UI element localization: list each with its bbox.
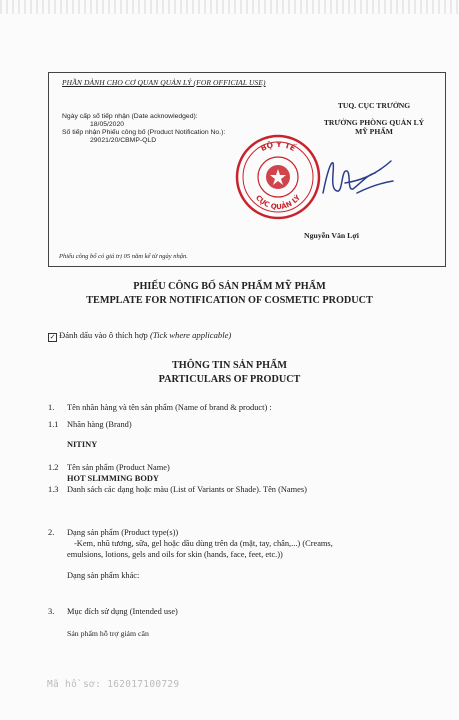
handwritten-signature bbox=[317, 153, 397, 203]
item-2-other-type: Dạng sản phẩm khác: bbox=[67, 571, 140, 580]
top-edge-texture bbox=[0, 0, 459, 14]
authority-line1: TUQ. CỤC TRƯỞNG bbox=[337, 101, 411, 110]
item-2-number: 2. bbox=[48, 528, 55, 537]
record-code: Mã hồ sơ: 162017100729 bbox=[47, 679, 180, 690]
item-1-2-label: Tên sản phẩm (Product Name) bbox=[67, 463, 170, 472]
title-english: TEMPLATE FOR NOTIFICATION OF COSMETIC PRODUCT bbox=[86, 295, 373, 306]
date-ack-label: Ngày cấp số tiếp nhận (Date acknowledged): bbox=[62, 113, 198, 120]
official-use-header: PHẦN DÀNH CHO CƠ QUAN QUẢN LÝ (FOR OFFICIAL USE) bbox=[62, 78, 266, 87]
item-1-number: 1. bbox=[48, 403, 55, 412]
title-vietnamese: PHIẾU CÔNG BỐ SẢN PHẨM MỸ PHẨM bbox=[133, 281, 326, 292]
item-1-3-label: Danh sách các dạng hoặc màu (List of Variants or Shade). Tên (Names) bbox=[67, 485, 307, 494]
product-name-value: HOT SLIMMING BODY bbox=[67, 474, 159, 483]
tick-note-vi: Đánh dấu vào ô thích hợp bbox=[59, 330, 148, 340]
item-2-type-line1: -Kem, nhũ tương, sữa, gel hoặc dầu dùng trên da (mặt, tay, chân,...) (Creams, bbox=[74, 539, 333, 548]
tick-note-en: (Tick where applicable) bbox=[149, 330, 232, 340]
notification-no-value: 29021/20/CBMP-QLD bbox=[90, 137, 157, 144]
item-3-label: Mục đích sử dụng (Intended use) bbox=[67, 607, 178, 616]
item-3-number: 3. bbox=[48, 607, 55, 616]
item-2-label: Dạng sản phẩm (Product type(s)) bbox=[67, 528, 179, 537]
authority-title bbox=[319, 101, 429, 144]
section-title-en: PARTICULARS OF PRODUCT bbox=[158, 374, 301, 385]
signatory-name: Nguyễn Văn Lợi bbox=[304, 231, 359, 240]
svg-text:BỘ Y TẾ bbox=[259, 140, 298, 154]
item-1-1-label: Nhãn hàng (Brand) bbox=[67, 420, 132, 429]
item-2-type-line2: emulsions, lotions, gels and oils for skin (hands, face, feet, etc.)) bbox=[67, 550, 283, 559]
validity-note: Phiếu công bố có giá trị 05 năm kể từ ngày nhận. bbox=[59, 253, 188, 260]
authority-line2: TRƯỞNG PHÒNG QUẢN LÝ MỸ PHẨM bbox=[323, 118, 425, 136]
official-stamp bbox=[234, 133, 322, 221]
stamp-text-bottom: CỤC QUẢN LÝ bbox=[253, 193, 303, 212]
item-1-1-number: 1.1 bbox=[48, 420, 59, 429]
intended-use-value: Sản phẩm hỗ trợ giảm cân bbox=[67, 629, 149, 638]
notification-no-label: Số tiếp nhận Phiếu công bố (Product Notification No.): bbox=[62, 129, 226, 136]
checkbox-icon: ✓ bbox=[49, 333, 56, 341]
acknowledgement-block bbox=[62, 113, 225, 145]
brand-value: NITINY bbox=[67, 440, 98, 449]
item-1-3-number: 1.3 bbox=[48, 485, 59, 494]
item-1-2-number: 1.2 bbox=[48, 463, 59, 472]
section-title-vi: THÔNG TIN SẢN PHẨM bbox=[172, 360, 287, 371]
tick-note bbox=[48, 330, 231, 342]
item-1-label: Tên nhãn hàng và tên sản phẩm (Name of brand & product) : bbox=[67, 403, 272, 412]
date-ack-value: 18/05/2020 bbox=[90, 121, 125, 128]
stamp-text-top: BỘ Y TẾ bbox=[259, 139, 297, 154]
official-use-box bbox=[48, 72, 446, 267]
